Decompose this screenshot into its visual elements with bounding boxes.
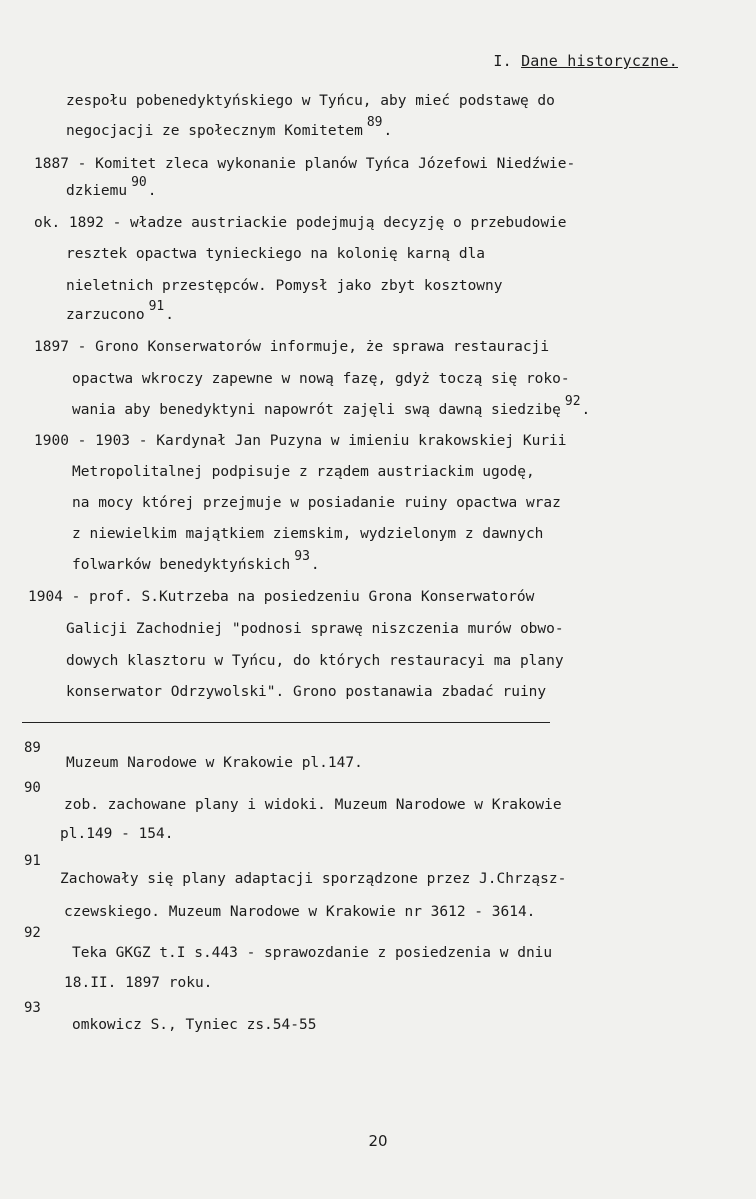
body-line: folwarków benedyktyńskich93. — [72, 549, 320, 573]
body-line: dzkiemu90. — [66, 175, 157, 199]
body-line: resztek opactwa tynieckiego na kolonię karną dla — [66, 246, 486, 262]
body-line: opactwa wkroczy zapewne w nową fazę, gdyż toczą się roko- — [72, 371, 570, 387]
footnote-text: pl.149 - 154. — [60, 826, 174, 842]
footnote-text: czewskiego. Muzeum Narodowe w Krakowie nr 3612 - 3614. — [64, 904, 536, 920]
footnote-number: 92 — [24, 925, 41, 941]
body-line: z niewielkim majątkiem ziemskim, wydzielonym z dawnych — [72, 526, 544, 542]
footnote-number: 90 — [24, 780, 41, 796]
body-line: 1900 - 1903 - Kardynał Jan Puzyna w imieniu krakowskiej Kurii — [34, 433, 567, 449]
body-line: Galicji Zachodniej "podnosi sprawę niszczenia murów obwo- — [66, 621, 564, 637]
footnote-separator — [22, 722, 550, 723]
body-line: zarzucono91. — [66, 299, 174, 323]
body-line: 1897 - Grono Konserwatorów informuje, że sprawa restauracji — [34, 339, 550, 355]
footnote-text: Teka GKGZ t.I s.443 - sprawozdanie z posiedzenia w dniu — [72, 945, 553, 961]
footnote-text: zob. zachowane plany i widoki. Muzeum Narodowe w Krakowie — [64, 797, 562, 813]
body-line: ok. 1892 - władze austriackie podejmują decyzję o przebudowie — [34, 215, 567, 231]
footnote-text: omkowicz S., Tyniec zs.54-55 — [72, 1017, 317, 1033]
footnote-ref: 92 — [564, 394, 581, 409]
body-line: zespołu pobenedyktyńskiego w Tyńcu, aby mieć podstawę do — [66, 93, 555, 109]
footnote-ref: 93 — [294, 549, 310, 564]
body-line: wania aby benedyktyni napowrót zajęli swą dawną siedzibę92. — [72, 394, 591, 418]
body-line: Metropolitalnej podpisuje z rządem austriackim ugodę, — [72, 464, 535, 480]
body-line: 1887 - Komitet zleca wykonanie planów Tyńca Józefowi Niedźwie- — [34, 156, 576, 172]
body-line: na mocy której przejmuje w posiadanie ruiny opactwa wraz — [72, 495, 561, 511]
body-line: negocjacji ze społecznym Komitetem89. — [66, 115, 393, 139]
footnote-number: 89 — [24, 740, 41, 756]
footnote-number: 93 — [24, 1000, 41, 1016]
header-roman: I. — [493, 52, 512, 70]
header-title: Dane historyczne. — [521, 52, 678, 70]
footnote-text: 18.II. 1897 roku. — [64, 975, 213, 991]
body-line: dowych klasztoru w Tyńcu, do których restauracyi ma plany — [66, 653, 564, 669]
running-header — [493, 52, 678, 70]
page-number: 20 — [368, 1132, 388, 1150]
body-line: 1904 - prof. S.Kutrzeba na posiedzeniu Grona Konserwatorów — [28, 589, 535, 605]
body-line: nieletnich przestępców. Pomysł jako zbyt kosztowny — [66, 278, 503, 294]
footnote-ref: 89 — [366, 115, 383, 130]
footnote-text: Muzeum Narodowe w Krakowie pl.147. — [66, 755, 363, 771]
footnote-number: 91 — [24, 853, 41, 869]
body-line: konserwator Odrzywolski". Grono postanawia zbadać ruiny — [66, 684, 547, 700]
footnote-ref: 91 — [148, 299, 165, 314]
footnote-ref: 90 — [131, 175, 147, 190]
footnote-text: Zachowały się plany adaptacji sporządzone przez J.Chrząsz- — [60, 871, 567, 887]
